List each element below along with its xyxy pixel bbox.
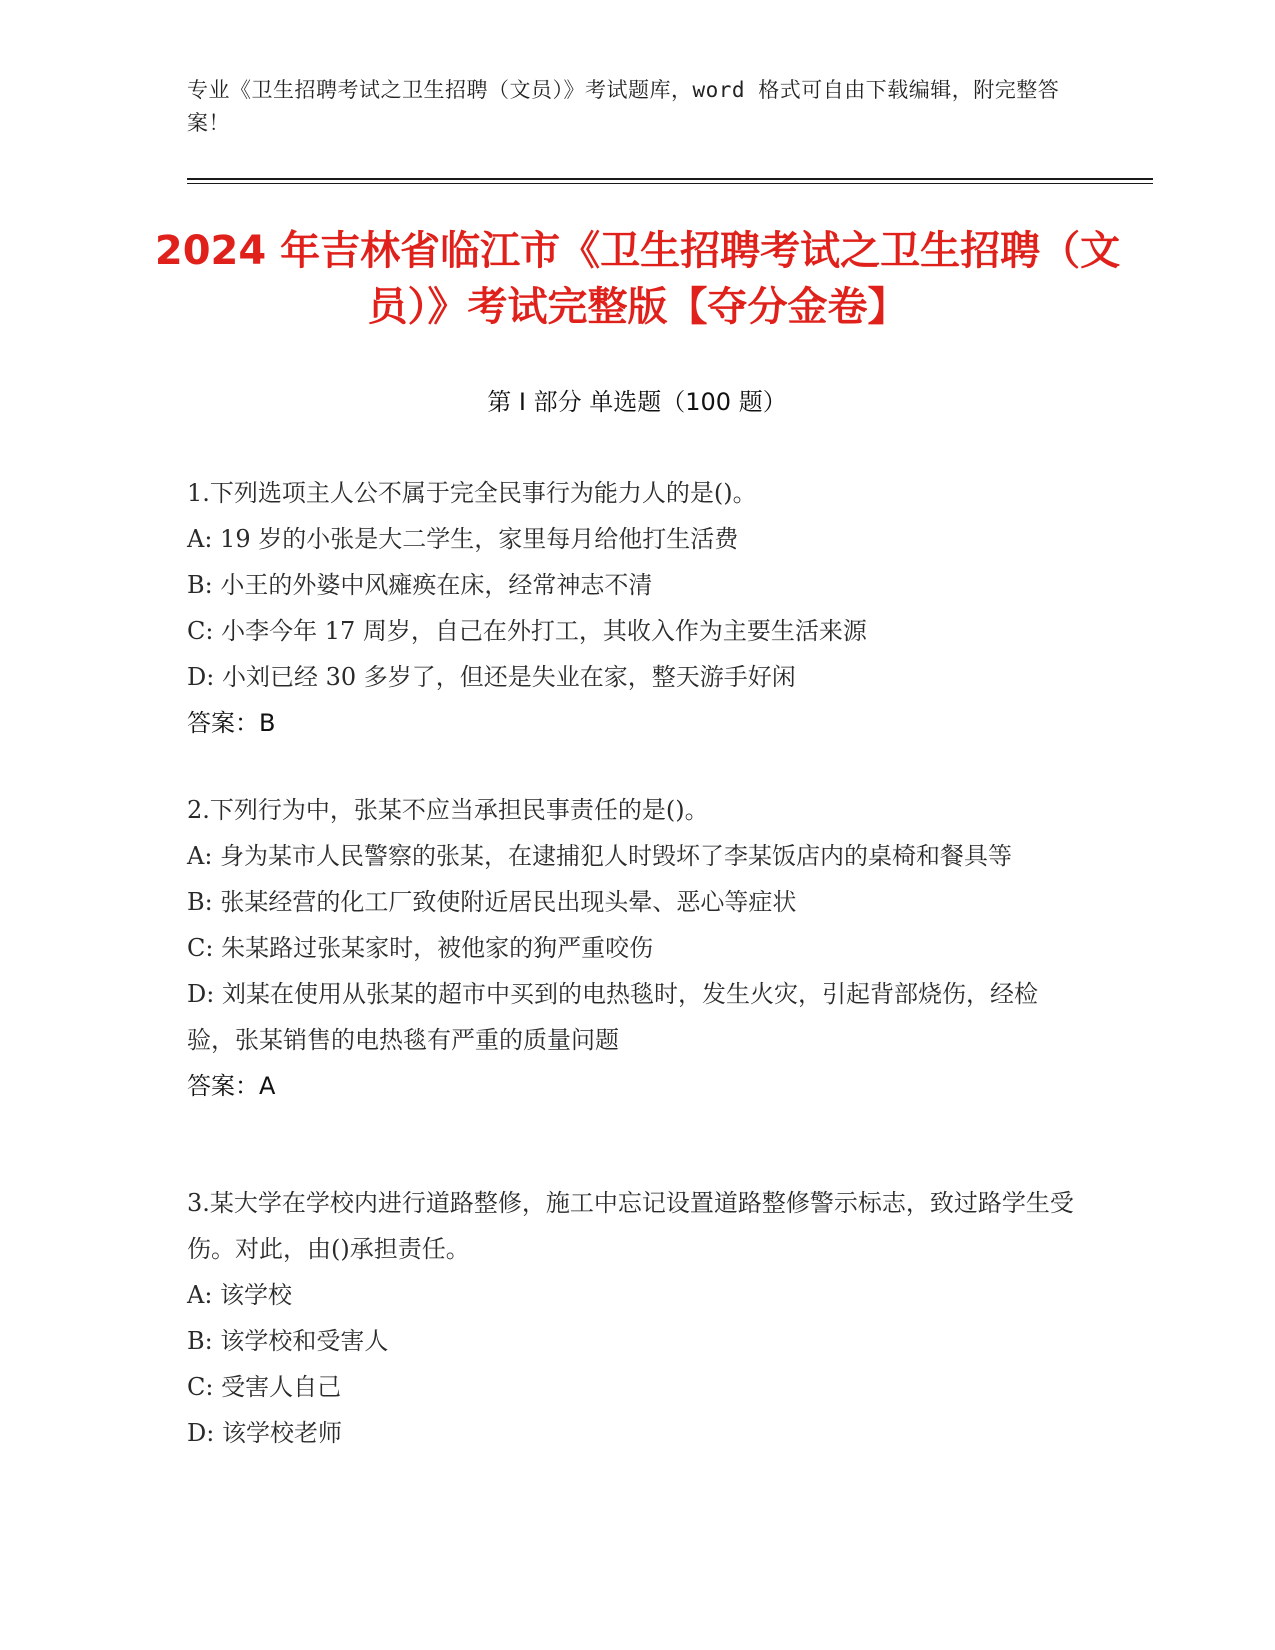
option-b: B: 该学校和受害人	[187, 1327, 389, 1355]
answer-label: 答案：A	[187, 1072, 276, 1100]
option-c: C: 朱某路过张某家时，被他家的狗严重咬伤	[187, 934, 654, 962]
question-2	[187, 787, 1077, 1109]
header-note: 专业《卫生招聘考试之卫生招聘（文员）》考试题库，word 格式可自由下载编辑，附完整答案！	[187, 78, 1060, 135]
answer-label: 答案：B	[187, 709, 276, 737]
option-a: A: 身为某市人民警察的张某，在逮捕犯人时毁坏了李某饭店内的桌椅和餐具等	[187, 842, 1013, 870]
document-title: 2024 年吉林省临江市《卫生招聘考试之卫生招聘（文员）》考试完整版【夺分金卷】	[154, 228, 1121, 330]
question-1	[187, 470, 1077, 746]
option-c: C: 受害人自己	[187, 1373, 342, 1401]
question-stem: 3.某大学在学校内进行道路整修，施工中忘记设置道路整修警示标志，致过路学生受伤。对此，由()承担责任。	[187, 1189, 1074, 1263]
option-d: D: 小刘已经 30 多岁了，但还是失业在家，整天游手好闲	[187, 663, 796, 691]
header-divider-thin	[187, 183, 1153, 184]
section-title: 第 I 部分 单选题（100 题）	[487, 388, 787, 416]
question-3	[187, 1180, 1077, 1456]
header-divider-thick	[187, 178, 1153, 180]
option-b: B: 小王的外婆中风瘫痪在床，经常神志不清	[187, 571, 653, 599]
option-d: D: 该学校老师	[187, 1419, 342, 1447]
question-stem: 1.下列选项主人公不属于完全民事行为能力人的是()。	[187, 479, 757, 507]
option-a: A: 该学校	[187, 1281, 293, 1309]
question-stem: 2.下列行为中，张某不应当承担民事责任的是()。	[187, 796, 709, 824]
option-d: D: 刘某在使用从张某的超市中买到的电热毯时，发生火灾，引起背部烧伤，经检验，张某销售的电热毯有严重的质量问题	[187, 980, 1038, 1054]
option-a: A: 19 岁的小张是大二学生，家里每月给他打生活费	[187, 525, 739, 553]
option-c: C: 小李今年 17 周岁，自己在外打工，其收入作为主要生活来源	[187, 617, 867, 645]
option-b: B: 张某经营的化工厂致使附近居民出现头晕、恶心等症状	[187, 888, 797, 916]
